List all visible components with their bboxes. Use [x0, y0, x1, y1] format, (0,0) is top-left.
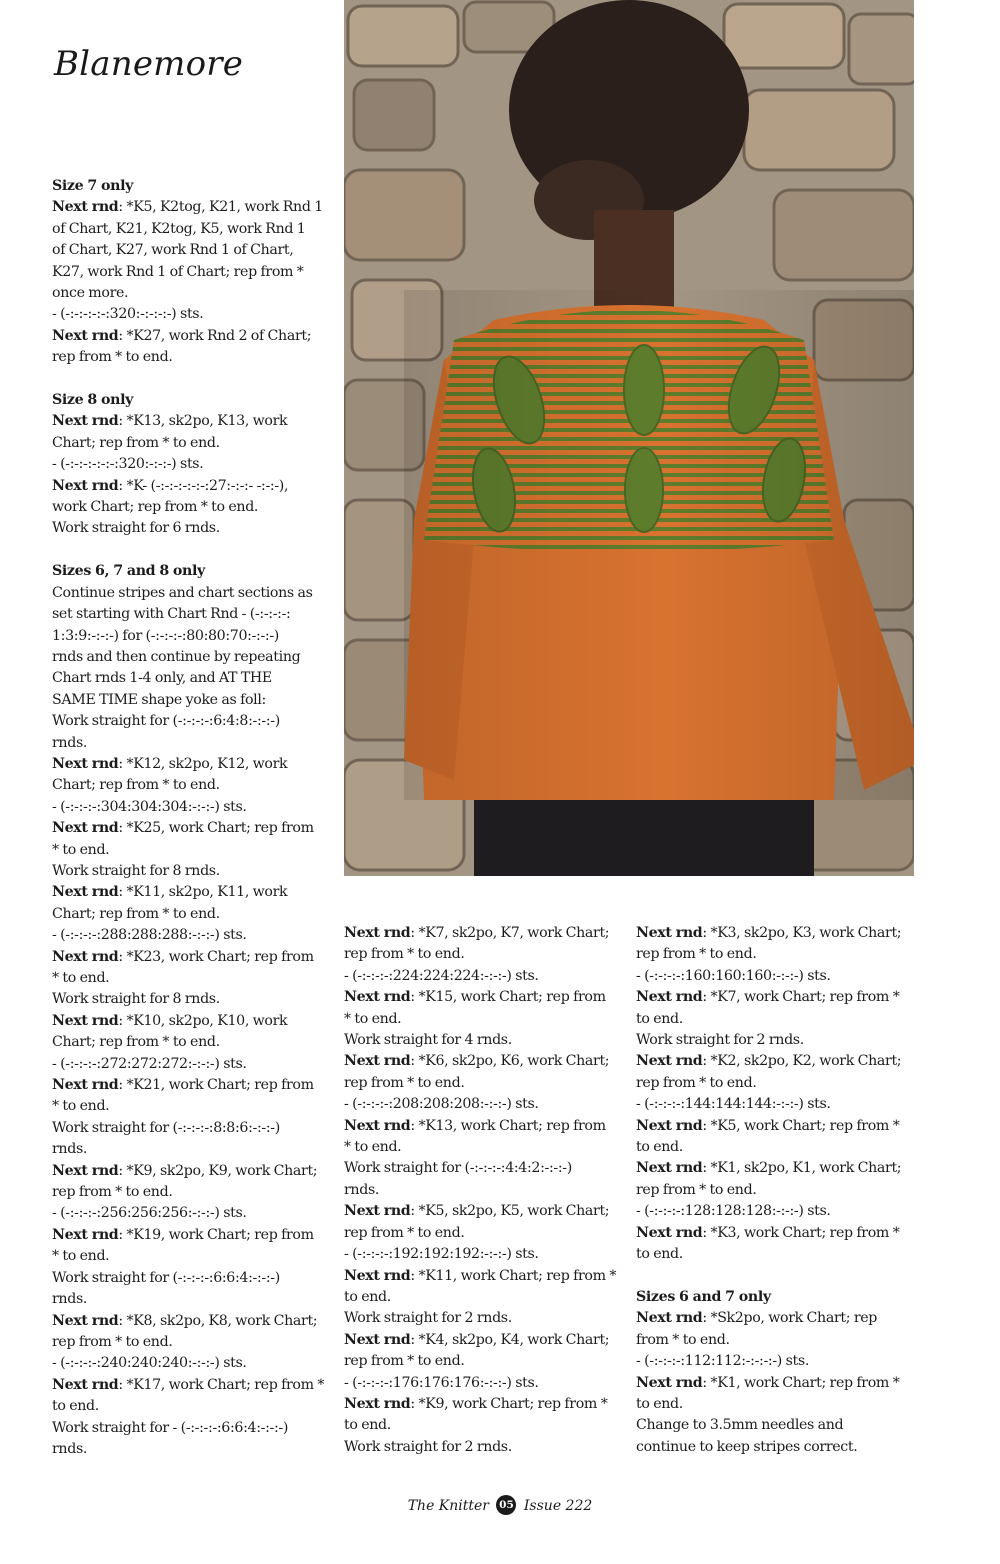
- pattern-line: [636, 1437, 916, 1458]
- pattern-line: [344, 1330, 622, 1351]
- instruction-text: * to end.: [344, 1010, 402, 1027]
- pattern-line: [52, 733, 328, 754]
- instruction-text: rnds.: [52, 1440, 88, 1457]
- instruction-label: Next rnd: [52, 199, 119, 216]
- instruction-text: Work straight for (-:-:-:-:6:6:4:-:-:-): [52, 1269, 280, 1286]
- instruction-text: : *K1, sk2po, K1, work Chart;: [702, 1160, 902, 1177]
- pattern-line: [344, 944, 622, 965]
- instruction-text: Chart; rep from * to end.: [52, 434, 220, 451]
- instruction-text: Chart rnds 1-4 only, and AT THE: [52, 670, 272, 687]
- pattern-line: [344, 1373, 622, 1394]
- pattern-line: [52, 1353, 328, 1374]
- instruction-text: : *K12, sk2po, K12, work: [118, 755, 288, 772]
- pattern-line: [52, 882, 328, 903]
- pattern-line: [636, 1158, 916, 1179]
- pattern-column-1: [52, 176, 328, 1460]
- pattern-column-2: [344, 923, 622, 1458]
- pattern-line: [344, 1223, 622, 1244]
- pattern-line: [52, 497, 328, 518]
- pattern-line: [52, 711, 328, 732]
- pattern-line: [636, 1244, 916, 1265]
- instruction-text: - (-:-:-:-:128:128:128:-:-:-) sts.: [636, 1203, 831, 1220]
- pattern-line: [52, 1203, 328, 1224]
- instruction-text: : *K11, sk2po, K11, work: [118, 884, 288, 901]
- pattern-line: [52, 797, 328, 818]
- pattern-line: [52, 668, 328, 689]
- pattern-line: [636, 1009, 916, 1030]
- pattern-line: [636, 966, 916, 987]
- instruction-text: to end.: [52, 1398, 99, 1415]
- instruction-text: - (-:-:-:-:224:224:224:-:-:-) sts.: [344, 967, 539, 984]
- instruction-text: : *K3, work Chart; rep from *: [702, 1224, 900, 1241]
- pattern-line: [636, 1330, 916, 1351]
- instruction-text: rep from * to end.: [344, 1353, 465, 1370]
- instruction-label: Next rnd: [52, 477, 119, 494]
- instruction-label: Next rnd: [344, 1331, 411, 1348]
- pattern-line: [52, 690, 328, 711]
- instruction-text: - (-:-:-:-:240:240:240:-:-:-) sts.: [52, 1355, 247, 1372]
- instruction-text: Work straight for 2 rnds.: [636, 1032, 804, 1049]
- pattern-line: [344, 1094, 622, 1115]
- pattern-line: [344, 1158, 622, 1179]
- instruction-label: Next rnd: [52, 1376, 119, 1393]
- instruction-text: SAME TIME shape yoke as foll:: [52, 691, 266, 708]
- pattern-line: [52, 476, 328, 497]
- pattern-line: [52, 240, 328, 261]
- instruction-text: : *K7, work Chart; rep from *: [702, 989, 900, 1006]
- instruction-text: rnds and then continue by repeating: [52, 648, 301, 665]
- pattern-line: [344, 1180, 622, 1201]
- instruction-text: - (-:-:-:-:304:304:304:-:-:-) sts.: [52, 798, 247, 815]
- pattern-line: [636, 1415, 916, 1436]
- instruction-text: Work straight for - (-:-:-:-:6:6:4:-:-:-): [52, 1419, 289, 1436]
- instruction-text: : *K1, work Chart; rep from *: [702, 1374, 900, 1391]
- instruction-text: Work straight for (-:-:-:-:6:4:8:-:-:-): [52, 713, 280, 730]
- pattern-line: [344, 1116, 622, 1137]
- instruction-text: to end.: [636, 1246, 683, 1263]
- instruction-label: Next rnd: [52, 820, 119, 837]
- instruction-text: rep from * to end.: [344, 1224, 465, 1241]
- pattern-line: [52, 1096, 328, 1117]
- pattern-line: [344, 1137, 622, 1158]
- pattern-line: [52, 861, 328, 882]
- instruction-text: rnds.: [52, 1141, 88, 1158]
- instruction-text: to end.: [636, 1139, 683, 1156]
- instruction-text: : *K23, work Chart; rep from: [118, 948, 314, 965]
- instruction-text: Work straight for 2 rnds.: [344, 1310, 512, 1327]
- instruction-label: Next rnd: [52, 1162, 119, 1179]
- pattern-line: [344, 1201, 622, 1222]
- instruction-text: - (-:-:-:-:288:288:288:-:-:-) sts.: [52, 927, 247, 944]
- magazine-name: The Knitter: [407, 1498, 489, 1514]
- instruction-text: Work straight for 8 rnds.: [52, 862, 220, 879]
- instruction-text: : *K2, sk2po, K2, work Chart;: [702, 1053, 902, 1070]
- page-number: 05: [496, 1495, 516, 1515]
- instruction-text: from * to end.: [636, 1331, 730, 1348]
- instruction-label: Next rnd: [636, 1160, 703, 1177]
- pattern-line: [52, 583, 328, 604]
- pattern-line: [636, 1030, 916, 1051]
- pattern-line: [636, 1116, 916, 1137]
- pattern-line: [636, 1051, 916, 1072]
- paragraph-gap: [52, 369, 328, 390]
- pattern-line: [52, 604, 328, 625]
- sweater-photo-illustration: [344, 0, 914, 876]
- instruction-text: K27, work Rnd 1 of Chart; rep from *: [52, 263, 304, 280]
- sweater-photo: [344, 0, 914, 876]
- instruction-text: Chart; rep from * to end.: [52, 1034, 220, 1051]
- instruction-text: * to end.: [344, 1139, 402, 1156]
- pattern-line: [52, 1139, 328, 1160]
- pattern-line: [344, 1051, 622, 1072]
- pattern-line: [636, 1373, 916, 1394]
- pattern-line: [52, 754, 328, 775]
- pattern-line: [636, 1073, 916, 1094]
- instruction-label: Next rnd: [52, 1077, 119, 1094]
- pattern-line: [52, 433, 328, 454]
- issue-number: Issue 222: [523, 1498, 593, 1514]
- instruction-text: to end.: [636, 1395, 683, 1412]
- instruction-text: - (-:-:-:-:144:144:144:-:-:-) sts.: [636, 1096, 831, 1113]
- pattern-line: [344, 1287, 622, 1308]
- instruction-label: Next rnd: [52, 413, 119, 430]
- instruction-text: : *K7, sk2po, K7, work Chart;: [410, 925, 610, 941]
- instruction-text: Chart; rep from * to end.: [52, 905, 220, 922]
- pattern-line: [52, 283, 328, 304]
- pattern-line: [344, 1437, 622, 1458]
- instruction-label: Next rnd: [344, 989, 411, 1006]
- instruction-text: Work straight for 2 rnds.: [344, 1438, 512, 1455]
- instruction-text: - (-:-:-:-:-:-:320:-:-:-) sts.: [52, 456, 204, 473]
- instruction-label: Next rnd: [344, 1267, 411, 1284]
- pattern-line: [52, 1011, 328, 1032]
- pattern-line: [344, 1308, 622, 1329]
- instruction-text: set starting with Chart Rnd - (-:-:-:-:: [52, 606, 291, 623]
- page-title: Blanemore: [54, 44, 244, 84]
- instruction-text: - (-:-:-:-:272:272:272:-:-:-) sts.: [52, 1055, 247, 1072]
- instruction-text: : *Sk2po, work Chart; rep: [702, 1310, 878, 1327]
- instruction-text: to end.: [344, 1288, 391, 1305]
- instruction-text: rnds.: [344, 1181, 380, 1198]
- pattern-line: [636, 944, 916, 965]
- pattern-line: [344, 966, 622, 987]
- section-heading: Sizes 6 and 7 only: [636, 1288, 771, 1305]
- instruction-text: : *K25, work Chart; rep from: [118, 820, 314, 837]
- instruction-text: rep from * to end.: [636, 1074, 757, 1091]
- pattern-line: [636, 1137, 916, 1158]
- instruction-label: Next rnd: [52, 948, 119, 965]
- instruction-text: rep from * to end.: [344, 1074, 465, 1091]
- pattern-line: [636, 1351, 916, 1372]
- pattern-line: [52, 925, 328, 946]
- pattern-line: [52, 1439, 328, 1460]
- pattern-line: [52, 947, 328, 968]
- pattern-line: [52, 518, 328, 539]
- pattern-line: [344, 1030, 622, 1051]
- instruction-text: : *K- (-:-:-:-:-:-:27:-:-:- -:-:-),: [118, 477, 289, 494]
- instruction-label: Next rnd: [52, 1226, 119, 1243]
- instruction-label: Next rnd: [636, 1117, 703, 1134]
- pattern-line: [636, 1094, 916, 1115]
- pattern-line: [52, 1268, 328, 1289]
- instruction-text: * to end.: [52, 970, 110, 986]
- instruction-text: : *K19, work Chart; rep from: [118, 1226, 314, 1243]
- pattern-line: [636, 987, 916, 1008]
- instruction-text: continue to keep stripes correct.: [636, 1438, 858, 1455]
- instruction-text: - (-:-:-:-:256:256:256:-:-:-) sts.: [52, 1205, 247, 1222]
- pattern-line: [52, 1246, 328, 1267]
- instruction-text: : *K10, sk2po, K10, work: [118, 1012, 288, 1029]
- pattern-line: [52, 1332, 328, 1353]
- instruction-label: Next rnd: [344, 1117, 411, 1134]
- instruction-text: : *K8, sk2po, K8, work Chart;: [118, 1312, 318, 1329]
- instruction-text: Continue stripes and chart sections as: [52, 584, 313, 601]
- instruction-text: : *K17, work Chart; rep from *: [118, 1376, 325, 1393]
- instruction-text: rnds.: [52, 1291, 88, 1308]
- instruction-label: Next rnd: [344, 1203, 411, 1220]
- pattern-line: [52, 818, 328, 839]
- instruction-text: - (-:-:-:-:-:320:-:-:-:-) sts.: [52, 306, 204, 323]
- pattern-line: [344, 987, 622, 1008]
- section-heading: Size 8 only: [52, 392, 134, 409]
- pattern-line: [344, 1266, 622, 1287]
- instruction-text: Work straight for 8 rnds.: [52, 991, 220, 1008]
- instruction-label: Next rnd: [52, 755, 119, 772]
- pattern-line: [52, 1161, 328, 1182]
- instruction-text: : *K4, sk2po, K4, work Chart;: [410, 1331, 610, 1348]
- instruction-text: - (-:-:-:-:176:176:176:-:-:-) sts.: [344, 1374, 539, 1391]
- pattern-line: [52, 1311, 328, 1332]
- instruction-text: Work straight for 4 rnds.: [344, 1032, 512, 1049]
- pattern-line: [52, 454, 328, 475]
- pattern-line: [52, 1054, 328, 1075]
- pattern-line: [344, 1244, 622, 1265]
- pattern-line: [52, 647, 328, 668]
- pattern-line: [636, 1223, 916, 1244]
- pattern-line: [52, 347, 328, 368]
- pattern-line: [52, 968, 328, 989]
- instruction-text: rep from * to end.: [636, 1181, 757, 1198]
- instruction-text: * to end.: [52, 1098, 110, 1115]
- instruction-text: of Chart, K27, work Rnd 1 of Chart,: [52, 242, 294, 259]
- instruction-text: - (-:-:-:-:192:192:192:-:-:-) sts.: [344, 1246, 539, 1263]
- pattern-line: [52, 1418, 328, 1439]
- instruction-text: to end.: [344, 1417, 391, 1434]
- instruction-text: - (-:-:-:-:208:208:208:-:-:-) sts.: [344, 1096, 539, 1113]
- pattern-line: [52, 197, 328, 218]
- pattern-line: [344, 1009, 622, 1030]
- instruction-label: Next rnd: [52, 1012, 119, 1029]
- pattern-line: [344, 1394, 622, 1415]
- instruction-text: : *K5, K2tog, K21, work Rnd 1: [118, 199, 323, 216]
- instruction-text: of Chart, K21, K2tog, K5, work Rnd 1: [52, 220, 306, 237]
- instruction-text: Chart; rep from * to end.: [52, 777, 220, 794]
- instruction-label: Next rnd: [52, 1312, 119, 1329]
- instruction-label: Next rnd: [636, 989, 703, 1006]
- section-heading: Size 7 only: [52, 178, 134, 194]
- pattern-line: [52, 840, 328, 861]
- pattern-line: [52, 1032, 328, 1053]
- instruction-label: Next rnd: [636, 1224, 703, 1241]
- instruction-text: - (-:-:-:-:160:160:160:-:-:-) sts.: [636, 967, 831, 984]
- pattern-line: [52, 1075, 328, 1096]
- instruction-text: Change to 3.5mm needles and: [636, 1417, 844, 1434]
- instruction-text: : *K11, work Chart; rep from *: [410, 1267, 617, 1284]
- pattern-line: [52, 219, 328, 240]
- instruction-label: Next rnd: [52, 884, 119, 901]
- pattern-line: [52, 904, 328, 925]
- pattern-line: [52, 262, 328, 283]
- pattern-line: [52, 626, 328, 647]
- instruction-text: : *K13, work Chart; rep from: [410, 1117, 606, 1134]
- page-footer: [0, 1496, 1000, 1516]
- pattern-line: [52, 1375, 328, 1396]
- instruction-text: : *K15, work Chart; rep from: [410, 989, 606, 1006]
- pattern-line: [52, 1118, 328, 1139]
- pattern-line: [636, 1201, 916, 1222]
- paragraph-gap: [52, 540, 328, 561]
- pattern-line: [52, 304, 328, 325]
- instruction-label: Next rnd: [344, 1395, 411, 1412]
- pattern-line: [52, 326, 328, 347]
- instruction-text: : *K5, sk2po, K5, work Chart;: [410, 1203, 610, 1220]
- instruction-text: rep from * to end.: [52, 349, 173, 366]
- pattern-line: [636, 1308, 916, 1329]
- instruction-text: : *K9, work Chart; rep from *: [410, 1395, 608, 1412]
- instruction-text: rnds.: [52, 734, 88, 751]
- pattern-line: [636, 1180, 916, 1201]
- instruction-text: rep from * to end.: [344, 946, 465, 963]
- instruction-label: Next rnd: [52, 327, 119, 344]
- instruction-text: : *K5, work Chart; rep from *: [702, 1117, 900, 1134]
- instruction-text: : *K21, work Chart; rep from: [118, 1077, 314, 1094]
- pattern-line: [52, 1225, 328, 1246]
- instruction-label: Next rnd: [636, 1310, 703, 1327]
- instruction-text: : *K3, sk2po, K3, work Chart;: [702, 925, 902, 941]
- pattern-line: [344, 923, 622, 944]
- section-heading: Sizes 6, 7 and 8 only: [52, 563, 205, 580]
- instruction-label: Next rnd: [636, 1053, 703, 1070]
- pattern-line: [52, 1289, 328, 1310]
- instruction-text: * to end.: [52, 1248, 110, 1265]
- pattern-line: [52, 775, 328, 796]
- pattern-line: [636, 923, 916, 944]
- pattern-line: [52, 1396, 328, 1417]
- instruction-text: : *K9, sk2po, K9, work Chart;: [118, 1162, 318, 1179]
- pattern-line: [636, 1394, 916, 1415]
- pattern-line: [344, 1415, 622, 1436]
- instruction-text: to end.: [636, 1010, 683, 1027]
- instruction-text: Work straight for (-:-:-:-:8:8:6:-:-:-): [52, 1119, 280, 1136]
- instruction-text: : *K13, sk2po, K13, work: [118, 413, 288, 430]
- pattern-column-3: [636, 923, 916, 1458]
- instruction-label: Next rnd: [344, 925, 411, 941]
- instruction-text: 1:3:9:-:-:-) for (-:-:-:-:80:80:70:-:-:-): [52, 627, 279, 644]
- instruction-text: * to end.: [52, 841, 110, 858]
- instruction-text: : *K6, sk2po, K6, work Chart;: [410, 1053, 610, 1070]
- instruction-text: Work straight for (-:-:-:-:4:4:2:-:-:-): [344, 1160, 572, 1177]
- pattern-line: [52, 989, 328, 1010]
- instruction-text: work Chart; rep from * to end.: [52, 499, 259, 516]
- pattern-line: [344, 1073, 622, 1094]
- instruction-text: rep from * to end.: [636, 946, 757, 963]
- instruction-label: Next rnd: [344, 1053, 411, 1070]
- pattern-line: [52, 411, 328, 432]
- pattern-line: [344, 1351, 622, 1372]
- pattern-line: [52, 1182, 328, 1203]
- instruction-label: Next rnd: [636, 1374, 703, 1391]
- instruction-text: rep from * to end.: [52, 1184, 173, 1201]
- paragraph-gap: [636, 1266, 916, 1287]
- instruction-text: Work straight for 6 rnds.: [52, 520, 220, 537]
- instruction-text: - (-:-:-:-:112:112:-:-:-:-) sts.: [636, 1353, 809, 1370]
- instruction-text: : *K27, work Rnd 2 of Chart;: [118, 327, 312, 344]
- instruction-label: Next rnd: [636, 925, 703, 941]
- instruction-text: once more.: [52, 285, 129, 302]
- instruction-text: rep from * to end.: [52, 1333, 173, 1350]
